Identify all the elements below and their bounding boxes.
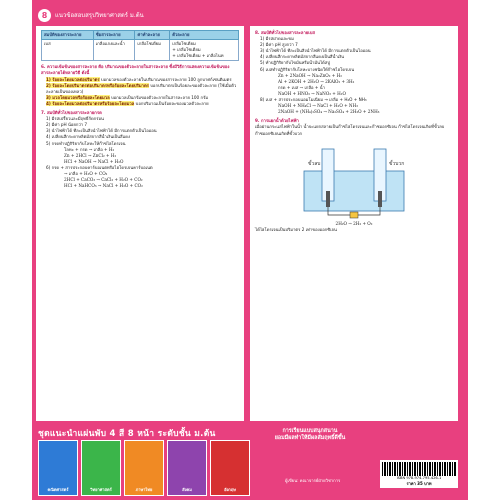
list-item: 1) มีรสเปรี้ยวและมีฤทธิ์กัดกร่อน — [46, 116, 104, 122]
table-cell: เกลือโซเดียม — [135, 40, 170, 61]
table-cell-line: + เกลือโซเดียม — [172, 47, 201, 53]
properties-table — [41, 30, 239, 61]
table-header: สมบัติของสารละลาย — [42, 31, 94, 40]
table-header: ชื่อสารละลาย — [93, 31, 135, 40]
list-item: 2) ร้อยละโดยปริมาตรต่อปริมาตรหรือร้อยละโดยปริมาตร บอกปริมาตรเป็นร้อยละของตัวละลาย (ใช้เมื่อตัวละลายเป็นของเหลว) — [46, 82, 237, 94]
electrolysis-svg — [294, 141, 414, 219]
table-cell: เบส — [42, 40, 94, 61]
water-tank — [304, 171, 404, 211]
barcode-icon — [382, 462, 456, 476]
anode-label: ขั้วบวก — [389, 160, 405, 167]
table-cell-line: + เกลือโซเดียม + เกลือไนท — [172, 53, 224, 59]
list-item: 6) เบสทำปฏิกิริยากับโลหะบางชนิดให้ก๊าซไฮโดรเจน — [260, 66, 355, 72]
book-cover: คณิตศาสตร์ — [38, 440, 78, 496]
section-7-heading: 7. สมบัติทั่วไปของสารละลายกรด — [41, 110, 102, 116]
authors-text: ผู้เขียน: คณาจารย์ฝ่ายวิชาการ — [285, 478, 341, 483]
list-item: 3) นำไฟฟ้าได้ ทีละเป็นสิ่งนำไฟฟ้าได้ มีการแตกตัวเป็นไอออน — [260, 48, 371, 54]
right-page — [250, 26, 458, 421]
book-row — [38, 440, 250, 496]
section-8-heading: 8. สมบัติทั่วไปของสารละลายเบส — [255, 30, 315, 35]
battery-icon — [350, 212, 358, 218]
equation: Al + 2KOH + 2H₂O → 2KAlO₂ + 3H₂ — [278, 78, 355, 84]
list-item: 4) เปลี่ยนสีกระดาษลิตมัสจากสีแดงเป็นสีน้ำเงิน — [260, 54, 345, 60]
list-item: 5) กรดทำปฏิกิริยากับโลหะให้ก๊าซไฮโดรเจน — [46, 140, 126, 146]
list-item: 1) ร้อยละโดยมวลต่อปริมาตร บอกมวลของตัวละลายในปริมาณของสารละลาย 100 ลูกบาศก์เซนติเมตร — [46, 76, 232, 82]
cathode — [326, 191, 330, 207]
promo-line: ยอมมีผลทำให้มีผลสัมฤทธิ์ดีขึ้น — [274, 435, 346, 441]
table-header: ค่าทำละลาย — [135, 31, 170, 40]
equation: กรด + เบส → เกลือ + น้ำ — [278, 84, 325, 90]
book-cover: อังกฤษ — [210, 440, 250, 496]
promo-line: การเรียนแบบสนุกสนาน — [282, 428, 338, 434]
equation: → เกลือ + H₂O + CO₂ — [64, 170, 108, 176]
list-item: 2) มีค่า pH น้อยกว่า 7 — [46, 122, 88, 128]
equation: Zn + 2HCl → ZnCl₂ + H₂ — [64, 152, 117, 158]
acid-properties — [41, 116, 239, 189]
price-text: ราคา 35 บาท — [406, 481, 432, 486]
equation: HCl + NaOH → NaCl + H₂O — [64, 158, 124, 164]
electrolysis-diagram — [294, 141, 414, 219]
list-item: 6) กรด + สารประกอบคาร์บอเนตหรือไฮโดรเจนคาร์บอเนต — [46, 164, 153, 170]
section-6-heading: 6. ความเข้มข้นของสารละลาย คือ ปริมาณของตัวละลายในสารละลาย ซึ่งมีวิธีการแสดงความเข้มข้นของสารละลายได้หลายวิธี ดังนี้ — [41, 64, 230, 76]
list-item: 2) มีค่า pH สูงกว่า 7 — [260, 42, 298, 48]
equation: 2HCl + CaCO₃ → CaCl₂ + H₂O + CO₂ — [64, 177, 143, 183]
anode — [378, 191, 382, 207]
list-item: 3) มวลโดยมวลหรือร้อยละโดยมวล บอกมวลเป็นกรัมของตัวละลายในสารละลาย 100 กรัม — [46, 94, 209, 100]
list-item: 5) ทำปฏิกิริยากับไขมันหรือน้ำมันได้สบู่ — [260, 60, 330, 66]
isbn-text: ISBN 978-974-795-426-1 — [396, 476, 442, 480]
book-cover: วิทยาศาสตร์ — [81, 440, 121, 496]
table-cell-line: เกลือโซเดียม — [172, 41, 196, 47]
list-item: 1) มีรสฝาดและขม — [260, 36, 294, 42]
table-cell — [170, 40, 239, 61]
list-item: 8) เบส + สารประกอบแอมโมเนียม → เกลือ + H₂O + NH₃ — [260, 97, 367, 103]
table-header: ตัวละลาย — [170, 31, 239, 40]
promo-text — [262, 428, 358, 442]
page-number-badge: 8 — [38, 9, 51, 22]
equation: 2NaOH + (NH₄)₂SO₄ → Na₂SO₄ + 2H₂O + 2NH₃ — [278, 109, 380, 115]
conclusion-text: ได้ไฮโดรเจนเป็นปริมาตร 2 เท่าของออกซิเจน — [255, 226, 337, 232]
base-properties — [255, 36, 453, 115]
list-item: 4) ร้อยละโดยมวลต่อปริมาตรหรือร้อยละโดยมวล บอกปริมาณเป็นร้อยละของมวลตัวละลาย — [46, 100, 209, 106]
footer-title: ชุดแนะนำแผ่นพับ 4 สี 8 หน้า ระดับชั้น ม.ต้น — [38, 429, 216, 439]
equation: HCl + NaHCO₃ → NaCl + H₂O + CO₂ — [64, 183, 143, 189]
section-9-heading: 9. การแยกน้ำด้วยไฟฟ้า — [255, 118, 299, 124]
equation: โลหะ + กรด → เกลือ + H₂ — [64, 146, 115, 152]
cathode-label: ขั้วลบ — [308, 160, 321, 167]
book-cover: ภาษาไทย — [124, 440, 164, 496]
electrolysis-equation: 2H₂O → 2H₂ + O₂ — [335, 220, 373, 226]
book-cover: สังคม — [167, 440, 207, 496]
barcode-box — [380, 460, 458, 488]
page-header-title: แนวข้อสอบสรุปวิทยาศาสตร์ ม.ต้น — [55, 12, 144, 19]
equation: NaOH + HNO₃ → NaNO₃ + H₂O — [278, 90, 346, 96]
equation: Zn + 2NaOH → Na₂ZnO₂ + H₂ — [278, 72, 342, 78]
electrolysis-text: เมื่อผ่านกระแสไฟฟ้าในน้ำ น้ำจะแยกสลายเป็นก๊าซไฮโดรเจนและก๊าซออกซิเจน ก๊าซไฮโดรเจนเกิดที่ขั้วลบ ก๊าซออกซิเจนเกิดที่ขั้วบวก — [255, 124, 445, 136]
page-header — [38, 8, 144, 22]
left-page — [36, 26, 244, 421]
table-cell: เกลือแกงและน้ำ — [93, 40, 135, 61]
equation: NaOH + NH₄Cl → NaCl + H₂O + NH₃ — [278, 103, 358, 109]
concentration-list — [41, 77, 239, 107]
list-item: 4) เปลี่ยนสีกระดาษลิตมัสจากสีน้ำเงินเป็นสีแดง — [46, 134, 131, 140]
list-item: 3) นำไฟฟ้าได้ ทีละเป็นสิ่งนำไฟฟ้าได้ มีการแตกตัวเป็นไอออน — [46, 128, 157, 134]
